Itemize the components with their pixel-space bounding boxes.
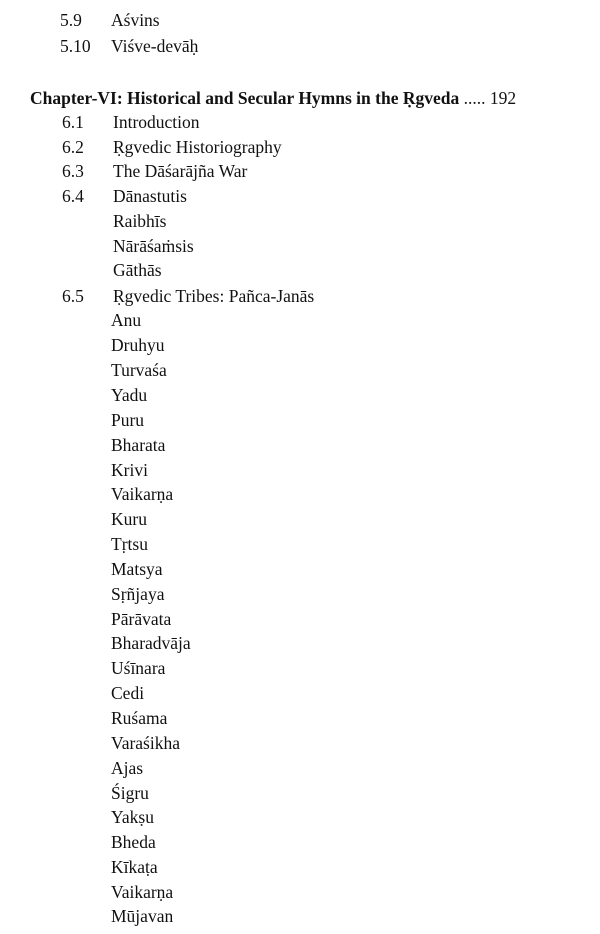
tribe-name: Uśīnara (111, 658, 166, 678)
subsection-title: Gāthās (113, 260, 162, 280)
section-number: 6.3 (62, 161, 84, 181)
subsection-title: Nārāśaṁsis (113, 236, 194, 256)
chapter-leader: ..... (463, 88, 486, 108)
section-number: 6.4 (62, 186, 84, 206)
chapter-page-number: 192 (489, 88, 517, 108)
section-number: 6.2 (62, 137, 84, 157)
section-title: Dānastutis (113, 186, 187, 206)
tribe-name: Śigru (111, 783, 149, 803)
tribe-name: Yadu (111, 385, 148, 405)
tribe-name: Bheda (111, 832, 156, 852)
tribe-name: Bharadvāja (111, 633, 191, 653)
tribe-name: Ajas (111, 758, 144, 778)
chapter-title: Chapter-VI: Historical and Secular Hymns in the Ṛgveda (30, 88, 460, 108)
tribe-name: Turvaśa (111, 360, 167, 380)
tribe-name: Anu (111, 310, 142, 330)
section-number: 6.5 (62, 286, 84, 306)
tribe-name: Vaikarṇa (111, 484, 174, 504)
tribe-name: Bharata (111, 435, 166, 455)
tribe-name: Yakṣu (111, 807, 154, 827)
section-number: 5.10 (60, 36, 91, 56)
section-title: Introduction (113, 112, 200, 132)
tribe-name: Tṛtsu (111, 534, 148, 554)
tribe-name: Varaśikha (111, 733, 181, 753)
subsection-title: Raibhīs (113, 211, 167, 231)
tribe-name: Matsya (111, 559, 163, 579)
section-number: 6.1 (62, 112, 84, 132)
tribe-name: Kīkaṭa (111, 857, 158, 877)
tribe-name: Krivi (111, 460, 148, 480)
section-title: Viśve-devāḥ (111, 36, 199, 56)
tribe-name: Ruśama (111, 708, 168, 728)
tribe-name: Pārāvata (111, 609, 172, 629)
tribe-name: Druhyu (111, 335, 165, 355)
section-number: 5.9 (60, 10, 82, 30)
tribe-name: Kuru (111, 509, 147, 529)
tribe-name: Puru (111, 410, 145, 430)
section-title: The Dāśarājña War (113, 161, 248, 181)
tribe-name: Mūjavan (111, 906, 174, 926)
tribe-name: Vaikarṇa (111, 882, 174, 902)
section-title: Ṛgvedic Tribes: Pañca-Janās (113, 286, 315, 306)
tribe-name: Sṛñjaya (111, 584, 165, 604)
chapter-heading (30, 86, 516, 110)
section-title: Aśvins (111, 10, 160, 30)
tribe-name: Cedi (111, 683, 145, 703)
section-title: Ṛgvedic Historiography (113, 137, 282, 157)
